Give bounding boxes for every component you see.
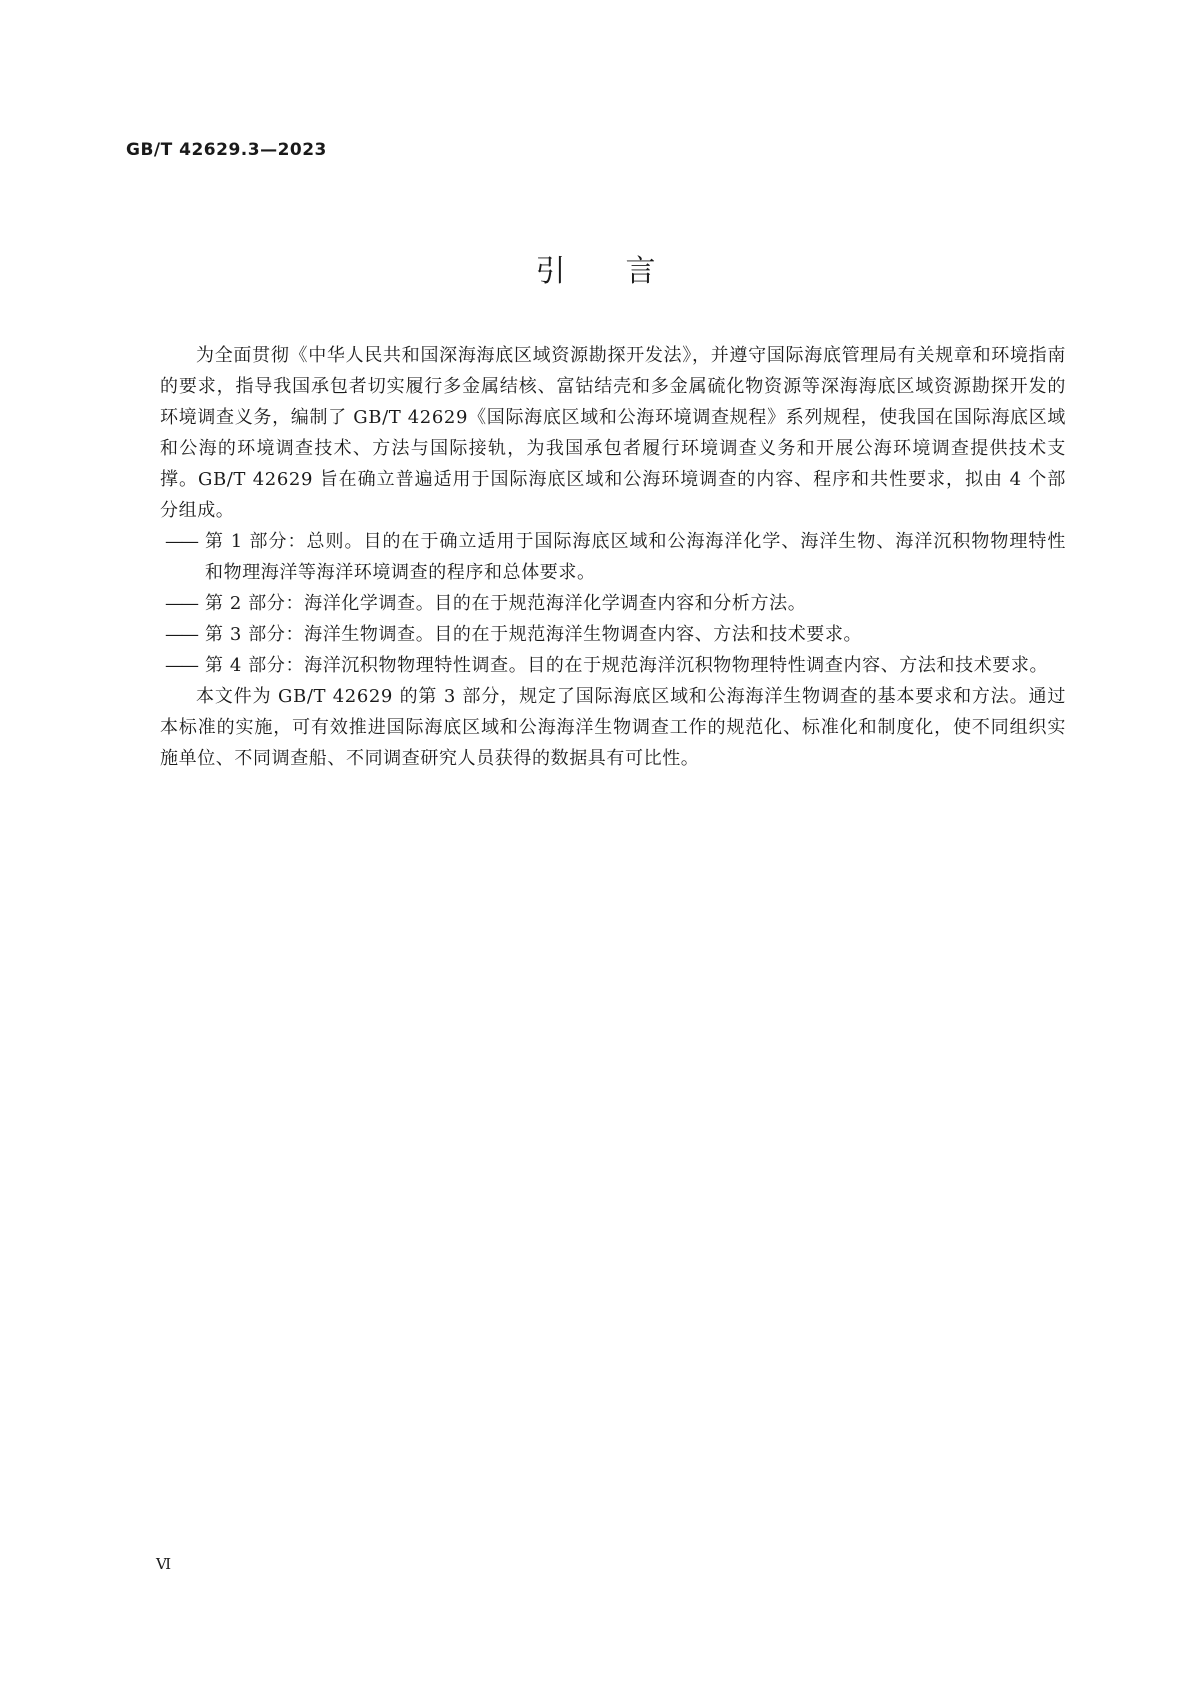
page-number: Ⅵ <box>156 1555 173 1573</box>
intro-paragraph: 为全面贯彻《中华人民共和国深海海底区域资源勘探开发法》，并遵守国际海底管理局有关规章和环境指南的要求，指导我国承包者切实履行多金属结核、富钴结壳和多金属硫化物资源等深海海底区域资源勘探开发的环境调查义务，编制了 GB/T 42629《国际海底区域和公海环境调查规程》系列规程，使我国在国际海底区域和公海的环境调查技术、方法与国际接轨，为我国承包者履行环境调查义务和开展公海环境调查提供技术支撑。GB/T 42629 旨在确立普遍适用于国际海底区域和公海环境调查的内容、程序和共性要求，拟由 4 个部分组成。 <box>160 345 1066 521</box>
list-item-text: 第 2 部分：海洋化学调查。目的在于规范海洋化学调查内容和分析方法。 <box>205 593 807 614</box>
list-item-text: 第 1 部分：总则。目的在于确立适用于国际海底区域和公海海洋化学、海洋生物、海洋沉积物物理特性和物理海洋等海洋环境调查的程序和总体要求。 <box>205 531 1066 583</box>
dash-marker: —— <box>165 624 197 645</box>
list-item-text: 第 3 部分：海洋生物调查。目的在于规范海洋生物调查内容、方法和技术要求。 <box>205 624 863 645</box>
dash-marker: —— <box>165 593 197 614</box>
standard-number: GB/T 42629.3—2023 <box>126 140 327 160</box>
dash-marker: —— <box>165 655 197 676</box>
page-title: 引言 <box>535 254 716 289</box>
conclusion-paragraph: 本文件为 GB/T 42629 的第 3 部分，规定了国际海底区域和公海海洋生物调查的基本要求和方法。通过本标准的实施，可有效推进国际海底区域和公海海洋生物调查工作的规范化、标准化和制度化，使不同组织实施单位、不同调查船、不同调查研究人员获得的数据具有可比性。 <box>160 686 1066 769</box>
list-item <box>160 588 1066 619</box>
dash-marker: —— <box>165 531 197 552</box>
list-item <box>160 526 1066 588</box>
list-item <box>160 619 1066 650</box>
list-item-text: 第 4 部分：海洋沉积物物理特性调查。目的在于规范海洋沉积物物理特性调查内容、方法和技术要求。 <box>205 655 1049 676</box>
list-item <box>160 650 1066 681</box>
document-body <box>160 340 1066 774</box>
